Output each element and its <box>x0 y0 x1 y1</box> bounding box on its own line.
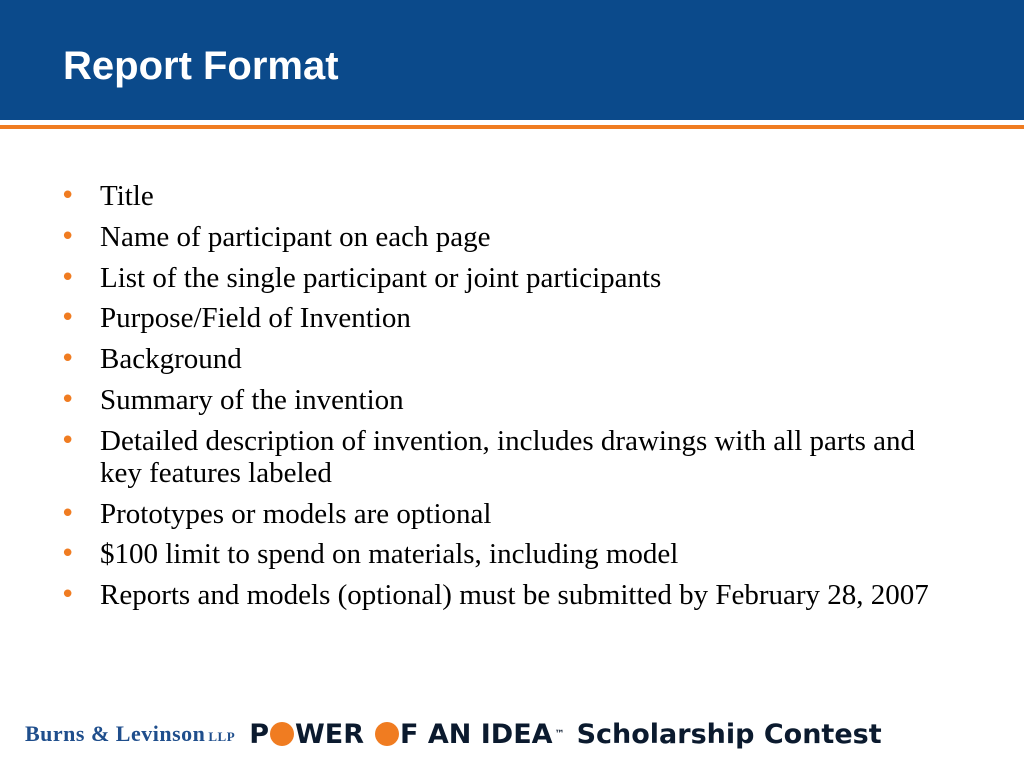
bullet-item <box>60 425 960 489</box>
slide-body <box>60 180 960 620</box>
contest-label: Scholarship Contest <box>576 718 882 750</box>
bullet-icon: • <box>60 425 76 456</box>
bullet-item <box>60 221 960 253</box>
power-p: P <box>249 718 269 750</box>
bullet-icon: • <box>60 221 76 252</box>
bullet-item <box>60 302 960 334</box>
bullet-item <box>60 384 960 416</box>
bullet-item <box>60 538 960 570</box>
bullet-icon: • <box>60 303 76 334</box>
bullet-text: $100 limit to spend on materials, including model <box>100 538 679 571</box>
bullet-text: Purpose/Field of Invention <box>100 302 411 335</box>
bullet-item <box>60 579 960 611</box>
orange-circle-icon <box>375 722 399 746</box>
bullet-list <box>60 180 960 611</box>
bullet-text: Reports and models (optional) must be submitted by February 28, 2007 <box>100 579 929 612</box>
bullet-item <box>60 498 960 530</box>
power-word: WER <box>294 718 365 750</box>
bullet-text: Title <box>100 180 154 212</box>
trademark-mark: ™ <box>554 728 565 740</box>
power-of-an-idea-logo <box>249 719 564 750</box>
footer-logo-bar <box>25 712 925 756</box>
bullet-icon: • <box>60 580 76 611</box>
firm-logo <box>25 721 235 747</box>
firm-suffix: LLP <box>208 729 236 744</box>
bullet-icon: • <box>60 181 76 211</box>
slide-title: Report Format <box>63 44 339 88</box>
bullet-text: Summary of the invention <box>100 383 404 416</box>
bullet-text: List of the single participant or joint participants <box>100 261 662 294</box>
bullet-icon: • <box>60 384 76 415</box>
bullet-icon: • <box>60 498 76 529</box>
bullet-text: Name of participant on each page <box>100 220 491 253</box>
bullet-icon: • <box>60 344 76 375</box>
bullet-item <box>60 180 960 212</box>
of-an-idea: F AN IDEA <box>400 718 553 750</box>
bullet-icon: • <box>60 539 76 570</box>
orange-circle-icon <box>270 722 294 746</box>
orange-divider <box>0 125 1024 129</box>
title-bar <box>0 0 1024 120</box>
bullet-text: Prototypes or models are optional <box>100 497 492 530</box>
bullet-item <box>60 343 960 375</box>
bullet-text: Background <box>100 343 242 376</box>
bullet-item <box>60 262 960 294</box>
bullet-text: Detailed description of invention, includes drawings with all parts and key features labeled <box>100 424 916 489</box>
bullet-icon: • <box>60 262 76 293</box>
firm-name: Burns & Levinson <box>25 721 206 746</box>
